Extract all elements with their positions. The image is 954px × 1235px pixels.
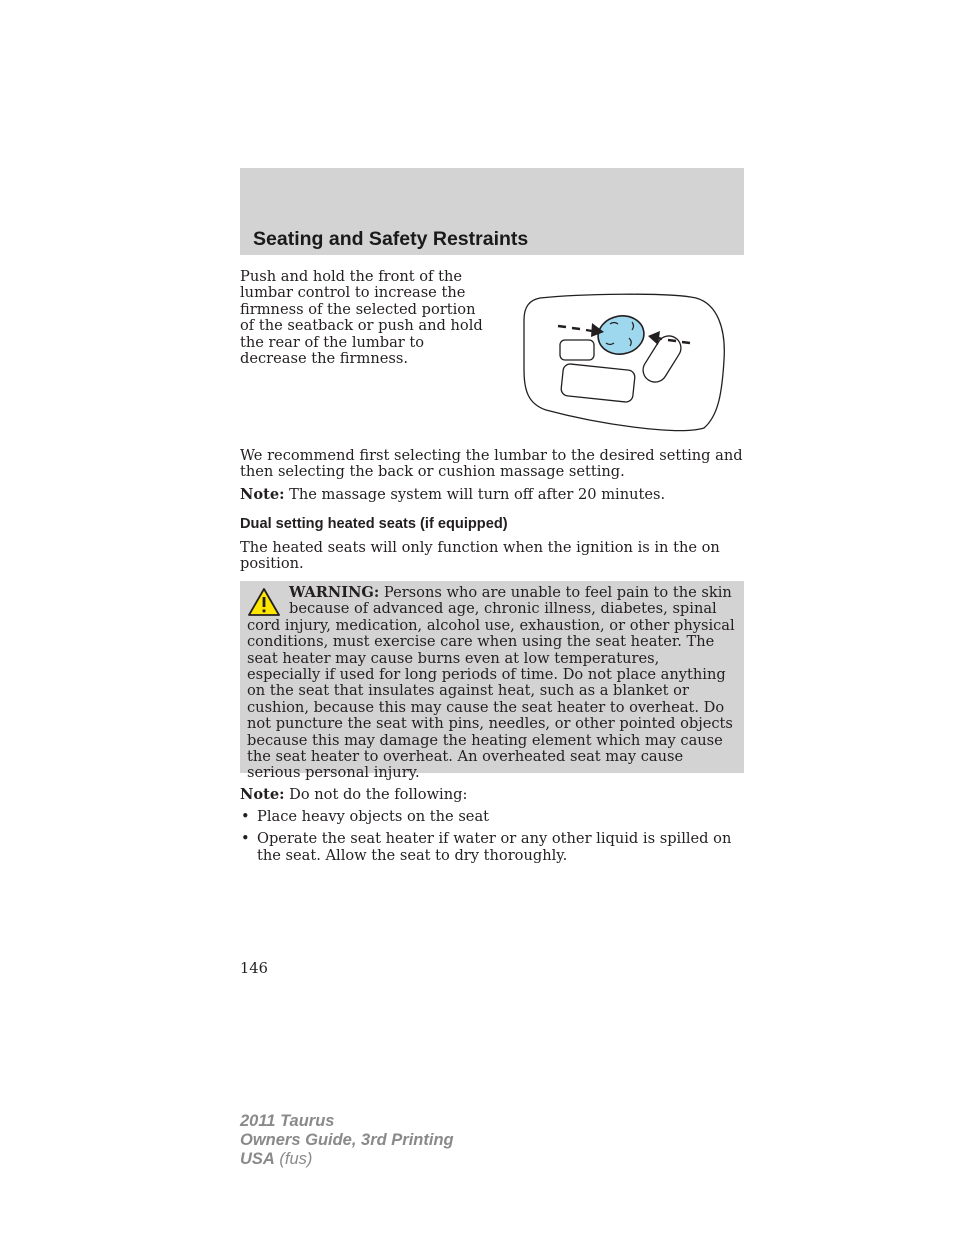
heated-seats-heading: Dual setting heated seats (if equipped)	[240, 516, 508, 532]
heated-seats-description: The heated seats will only function when the ignition is in the on position.	[240, 539, 720, 573]
massage-note	[240, 487, 746, 503]
list-item: • Operate the seat heater if water or any other liquid is spilled on the seat. Allow the seat to dry thoroughly.	[240, 831, 740, 864]
lumbar-control-illustration	[518, 290, 730, 434]
section-title: Seating and Safety Restraints	[253, 228, 529, 250]
footer-guide: Owners Guide, 3rd Printing	[240, 1131, 454, 1149]
note-text: Do not do the following:	[284, 786, 468, 803]
do-not-list	[240, 809, 740, 870]
footer	[240, 1112, 454, 1169]
footer-region-code: (fus)	[274, 1150, 313, 1168]
lumbar-recommendation: We recommend first selecting the lumbar to the desired setting and then selecting the back or cushion massage setting.	[240, 447, 743, 481]
footer-model: 2011 Taurus	[240, 1112, 335, 1130]
section-header-band	[240, 168, 744, 255]
lumbar-instructions: Push and hold the front of the lumbar control to increase the firmness of the selected portion of the seatback or push and hold the rear of the lumbar to decrease the firmness.	[240, 268, 483, 368]
warning-text	[247, 585, 737, 782]
do-not-note	[240, 787, 467, 803]
warning-body: Persons who are unable to feel pain to the skin because of advanced age, chronic illness, diabetes, spinal cord injury, medication, alcohol use, exhaustion, or other physical conditions, must exercise care when using the seat heater. The seat heater may cause burns even at low temperatures, especially if used for long periods of time. Do not place anything on the seat that insulates against heat, such as a blanket or cushion, because this may cause the seat heater to overheat. Do not puncture the seat with pins, needles, or other pointed objects because this may damage the heating element which may cause the seat heater to overheat. An overheated seat may cause serious personal injury.	[247, 584, 735, 782]
note-text: The massage system will turn off after 20 minutes.	[284, 486, 666, 503]
note-label: Note:	[240, 786, 285, 803]
note-label: Note:	[240, 486, 285, 503]
page-number: 146	[240, 960, 268, 977]
warning-label: WARNING:	[289, 584, 380, 601]
footer-region-name: USA	[240, 1150, 275, 1168]
footer-region	[240, 1150, 454, 1169]
warning-icon	[247, 587, 281, 617]
list-item: • Place heavy objects on the seat	[240, 809, 740, 825]
seat-control-panel	[524, 294, 724, 430]
warning-box	[240, 581, 744, 782]
